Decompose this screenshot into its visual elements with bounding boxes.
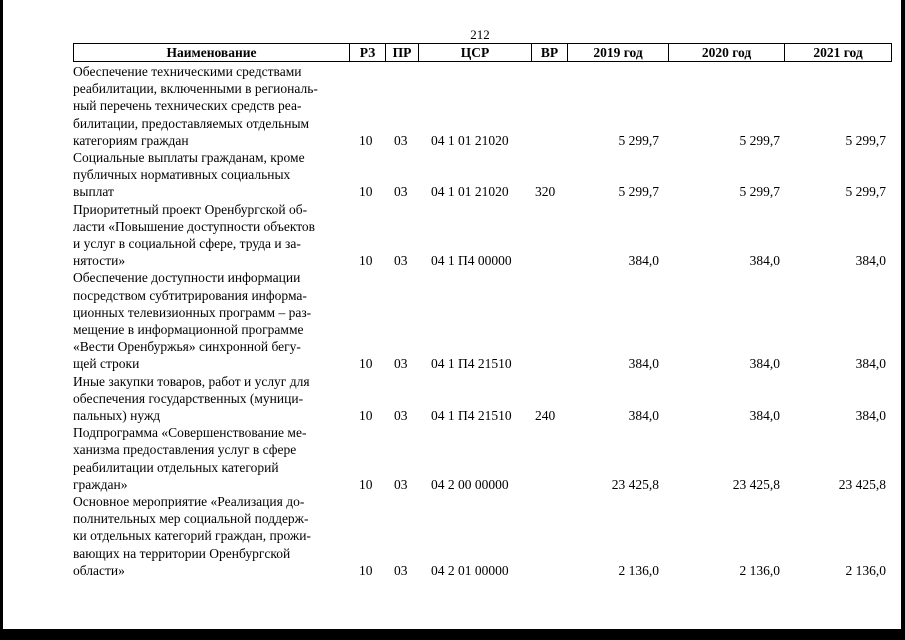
row-rz: 10 — [359, 253, 373, 269]
table-row — [73, 269, 891, 372]
row-y2020: 5 299,7 — [739, 184, 780, 200]
row-y2019: 384,0 — [628, 253, 659, 269]
row-y2020: 2 136,0 — [739, 562, 780, 578]
row-pr: 03 — [394, 476, 408, 492]
row-name-line: «Вести Оренбуржья» синхронной бегу- — [73, 339, 301, 355]
row-pr: 03 — [394, 132, 408, 148]
row-name-line: Обеспечение техническими средствами — [73, 64, 302, 79]
header-name: Наименование — [74, 44, 350, 62]
row-name-line: пальных) нужд — [73, 408, 161, 424]
header-csr: ЦСР — [419, 44, 532, 62]
row-y2020: 384,0 — [749, 408, 780, 424]
row-csr: 04 1 П4 21510 — [431, 408, 512, 424]
row-name-line: Социальные выплаты гражданам, кроме — [73, 150, 305, 166]
header-vr: ВР — [532, 44, 568, 62]
row-name-line: Приоритетный проект Оренбургской об- — [73, 201, 308, 217]
row-pr: 03 — [394, 562, 408, 578]
row-name — [73, 269, 348, 372]
row-name-line: вающих на территории Оренбургской — [73, 545, 291, 561]
row-name-line: ласти «Повышение доступности объектов — [73, 218, 316, 234]
row-name-line: публичных нормативных социальных — [73, 167, 291, 183]
row-name-line: реабилитации, включенными в региональ- — [73, 81, 318, 97]
row-name-line: нятости» — [73, 253, 126, 269]
table-row — [73, 201, 891, 270]
row-csr: 04 1 П4 00000 — [431, 253, 512, 269]
row-y2019: 2 136,0 — [618, 562, 659, 578]
row-name-line: обеспечения государственных (муници- — [73, 390, 304, 406]
row-y2020: 5 299,7 — [739, 132, 780, 148]
row-name-line: ный перечень технических средств реа- — [73, 98, 302, 114]
table-row — [73, 424, 891, 493]
table-row — [73, 493, 891, 579]
row-name — [73, 493, 348, 579]
row-name-line: граждан» — [73, 476, 128, 492]
row-name-line: посредством субтитрирования информа- — [73, 287, 307, 303]
row-y2021: 5 299,7 — [845, 132, 886, 148]
row-y2019: 5 299,7 — [618, 184, 659, 200]
row-name — [73, 149, 348, 201]
row-name-line: щей строки — [73, 356, 140, 372]
row-name-line: ки отдельных категорий граждан, прожи- — [73, 528, 311, 544]
scan-border-left — [0, 0, 3, 640]
row-rz: 10 — [359, 356, 373, 372]
row-name-line: мещение в информационной программе — [73, 322, 304, 338]
row-name-line: выплат — [73, 184, 114, 200]
row-csr: 04 1 П4 21510 — [431, 356, 512, 372]
header-2019: 2019 год — [568, 44, 669, 62]
row-y2021: 5 299,7 — [845, 184, 886, 200]
row-y2019: 384,0 — [628, 408, 659, 424]
header-rz: РЗ — [350, 44, 386, 62]
table-header — [73, 43, 892, 62]
row-pr: 03 — [394, 253, 408, 269]
row-rz: 10 — [359, 562, 373, 578]
row-y2019: 23 425,8 — [611, 476, 659, 492]
row-y2019: 384,0 — [628, 356, 659, 372]
row-y2021: 384,0 — [855, 408, 886, 424]
row-csr: 04 1 01 21020 — [431, 132, 509, 148]
row-name — [73, 63, 348, 149]
header-2021: 2021 год — [785, 44, 892, 62]
row-pr: 03 — [394, 184, 408, 200]
row-vr: 320 — [535, 184, 556, 200]
row-rz: 10 — [359, 408, 373, 424]
row-csr: 04 1 01 21020 — [431, 184, 509, 200]
row-rz: 10 — [359, 132, 373, 148]
row-name-line: Иные закупки товаров, работ и услуг для — [73, 373, 310, 389]
scan-border-right — [901, 0, 905, 640]
row-y2020: 384,0 — [749, 253, 780, 269]
table-row — [73, 149, 891, 201]
row-name-line: билитации, предоставляемых отдельным — [73, 115, 310, 131]
row-y2020: 384,0 — [749, 356, 780, 372]
page-number: 212 — [470, 27, 490, 42]
row-rz: 10 — [359, 476, 373, 492]
row-name-line: Обеспечение доступности информации — [73, 270, 301, 286]
scan-border-gap — [3, 627, 901, 629]
row-vr: 240 — [535, 408, 556, 424]
table-body — [73, 63, 891, 579]
header-pr: ПР — [386, 44, 419, 62]
row-y2020: 23 425,8 — [732, 476, 780, 492]
row-name-line: ционных телевизионных программ – раз- — [73, 304, 312, 320]
row-name-line: ханизма предоставления услуг в сфере — [73, 442, 297, 458]
row-name-line: Подпрограмма «Совершенствование ме- — [73, 425, 307, 441]
row-csr: 04 2 01 00000 — [431, 562, 509, 578]
row-name-line: Основное мероприятие «Реализация до- — [73, 494, 305, 510]
row-name — [73, 424, 348, 493]
row-name-line: области» — [73, 562, 125, 578]
row-pr: 03 — [394, 356, 408, 372]
row-name-line: полнительных мер социальной поддерж- — [73, 511, 309, 527]
table-row — [73, 63, 891, 149]
header-2020: 2020 год — [669, 44, 785, 62]
row-name-line: реабилитации отдельных категорий — [73, 459, 279, 475]
row-csr: 04 2 00 00000 — [431, 476, 509, 492]
row-y2021: 2 136,0 — [845, 562, 886, 578]
row-y2021: 384,0 — [855, 253, 886, 269]
row-y2021: 23 425,8 — [838, 476, 886, 492]
row-pr: 03 — [394, 408, 408, 424]
row-rz: 10 — [359, 184, 373, 200]
row-name — [73, 373, 348, 425]
row-y2019: 5 299,7 — [618, 132, 659, 148]
row-y2021: 384,0 — [855, 356, 886, 372]
row-name — [73, 201, 348, 270]
row-name-line: и услуг в социальной сфере, труда и за- — [73, 236, 301, 252]
row-name-line: категориям граждан — [73, 132, 189, 148]
table-row — [73, 373, 891, 425]
